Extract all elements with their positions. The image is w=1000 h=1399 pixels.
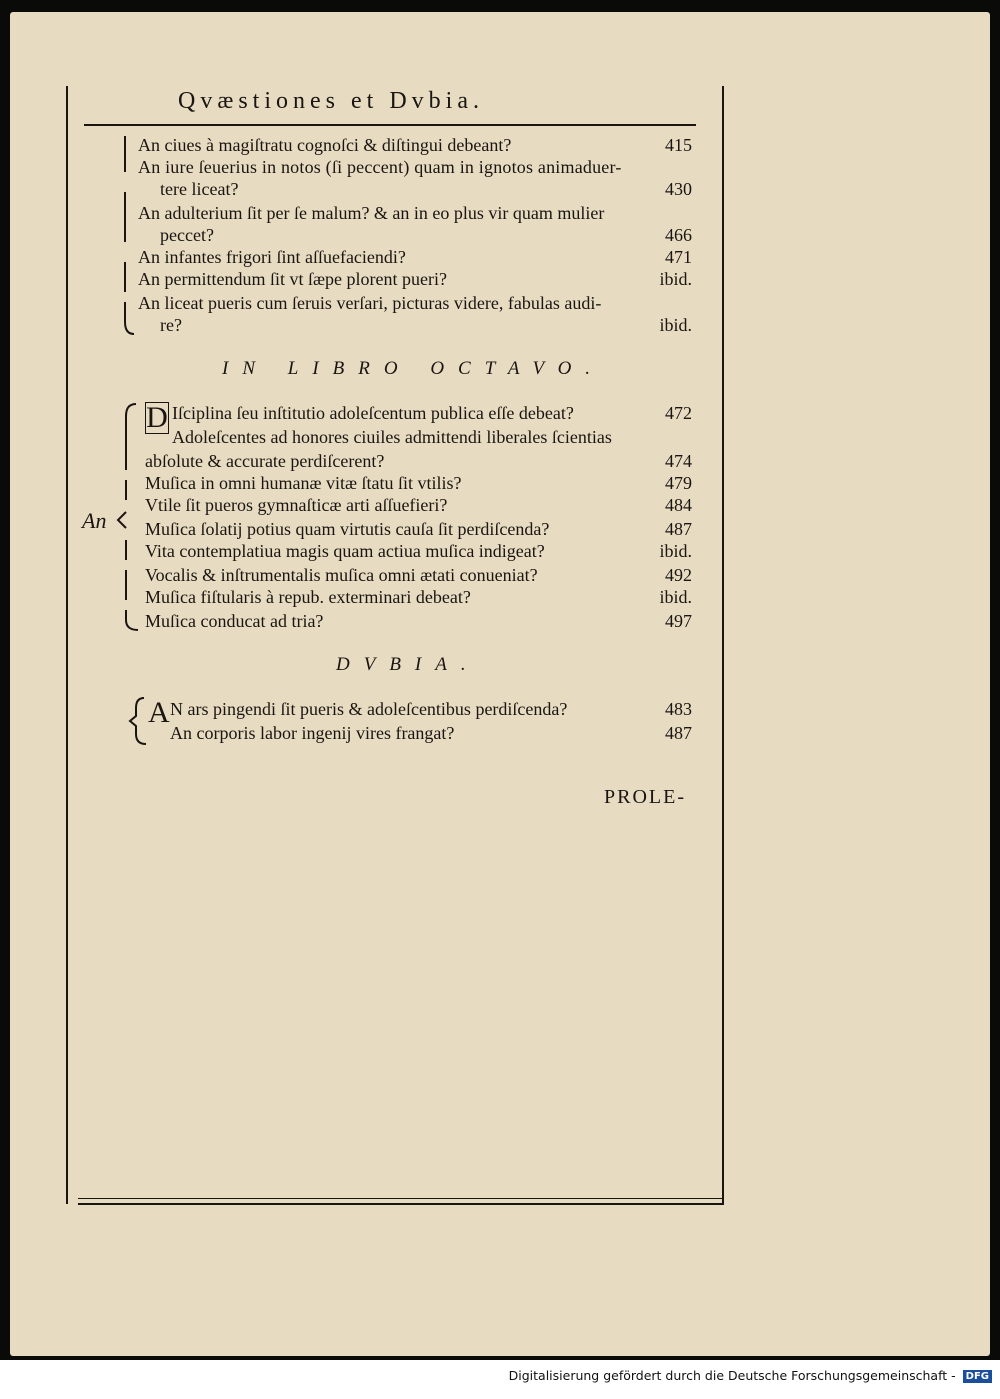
running-head: Qvæstiones et Dvbia. [178, 88, 484, 114]
bracket-left-dubia [126, 694, 150, 748]
toc-entry: Vocalis & inſtrumentalis muſica omni ætati conueniat? [145, 565, 538, 585]
brace-label-an: An [82, 508, 107, 533]
toc-entry-continued: abſolute & accurate perdiſcerent? [145, 451, 385, 471]
toc-entry-continued: re? [160, 315, 182, 335]
initial-letter-a: A [148, 696, 170, 729]
page-number: 430 [665, 179, 692, 199]
initial-letter-d: D [146, 401, 168, 434]
toc-entry: Vtile ſit pueros gymnaſticæ arti aſſuefieri? [145, 495, 448, 515]
catchword: PROLE- [604, 786, 686, 808]
page-number: 487 [665, 723, 692, 743]
page-number: 484 [665, 495, 692, 515]
frame-right-rule [722, 86, 724, 1204]
toc-entry: Iſciplina ſeu inſtitutio adoleſcentum publica eſſe debeat? [172, 403, 574, 423]
toc-entry: An infantes frigori ſint aſſuefaciendi? [138, 247, 406, 267]
toc-entry: An liceat pueris cum ſeruis verſari, picturas videre, fabulas audi- [138, 293, 602, 313]
toc-entry: An iure ſeuerius in notos (ſi peccent) quam in ignotos animaduer- [138, 157, 622, 177]
page-number: ibid. [659, 269, 692, 289]
toc-entry: Muſica conducat ad tria? [145, 611, 324, 631]
dfg-logo: DFG [963, 1370, 992, 1383]
toc-entry: An permittendum ſit vt ſæpe plorent pueri? [138, 269, 447, 289]
toc-entry: Vita contemplatiua magis quam actiua muſica indigeat? [145, 541, 545, 561]
page-number: 471 [665, 247, 692, 267]
page-number: 492 [665, 565, 692, 585]
toc-entry: An adulterium ſit per ſe malum? & an in eo plus vir quam mulier [138, 203, 605, 223]
page-number: ibid. [659, 315, 692, 335]
header-rule [84, 124, 696, 126]
page-number: 466 [665, 225, 692, 245]
frame-left-rule [66, 86, 68, 1204]
toc-entry: Muſica in omni humanæ vitæ ſtatu ſit vtilis? [145, 473, 462, 493]
page-number: ibid. [659, 587, 692, 607]
frame-bottom-rule-double [78, 1203, 724, 1205]
page-number: 479 [665, 473, 692, 493]
toc-entry: Adoleſcentes ad honores ciuiles admittendi liberales ſcientias [172, 427, 612, 447]
page-number: ibid. [659, 541, 692, 561]
page-number: 474 [665, 451, 692, 471]
section-heading-octavo: IN LIBRO OCTAVO. [222, 358, 605, 379]
toc-entry: An ciues à magiſtratu cognoſci & diſtingui debeant? [138, 135, 512, 155]
page-number: 487 [665, 519, 692, 539]
toc-entry: Muſica ſolatij potius quam virtutis cauſa ſit perdiſcenda? [145, 519, 550, 539]
toc-entry-continued: tere liceat? [160, 179, 239, 199]
page-number: 497 [665, 611, 692, 631]
toc-entry: N ars pingendi ſit pueris & adoleſcentibus perdiſcenda? [170, 699, 568, 719]
page-number: 483 [665, 699, 692, 719]
footer-text: Digitalisierung gefördert durch die Deutsche Forschungsgemeinschaft - [508, 1368, 956, 1383]
bracket-left-octavo [116, 400, 144, 636]
page-number: 415 [665, 135, 692, 155]
section-heading-dubia: DVBIA. [336, 654, 480, 675]
toc-entry: Muſica fiſtularis à repub. exterminari debeat? [145, 587, 471, 607]
footer-credit [0, 1368, 992, 1383]
toc-entry: An corporis labor ingenij vires frangat? [170, 723, 455, 743]
page-number: 472 [665, 403, 692, 423]
bracket-left-top [112, 132, 138, 342]
frame-bottom-rule [78, 1198, 724, 1199]
toc-entry-continued: peccet? [160, 225, 214, 245]
